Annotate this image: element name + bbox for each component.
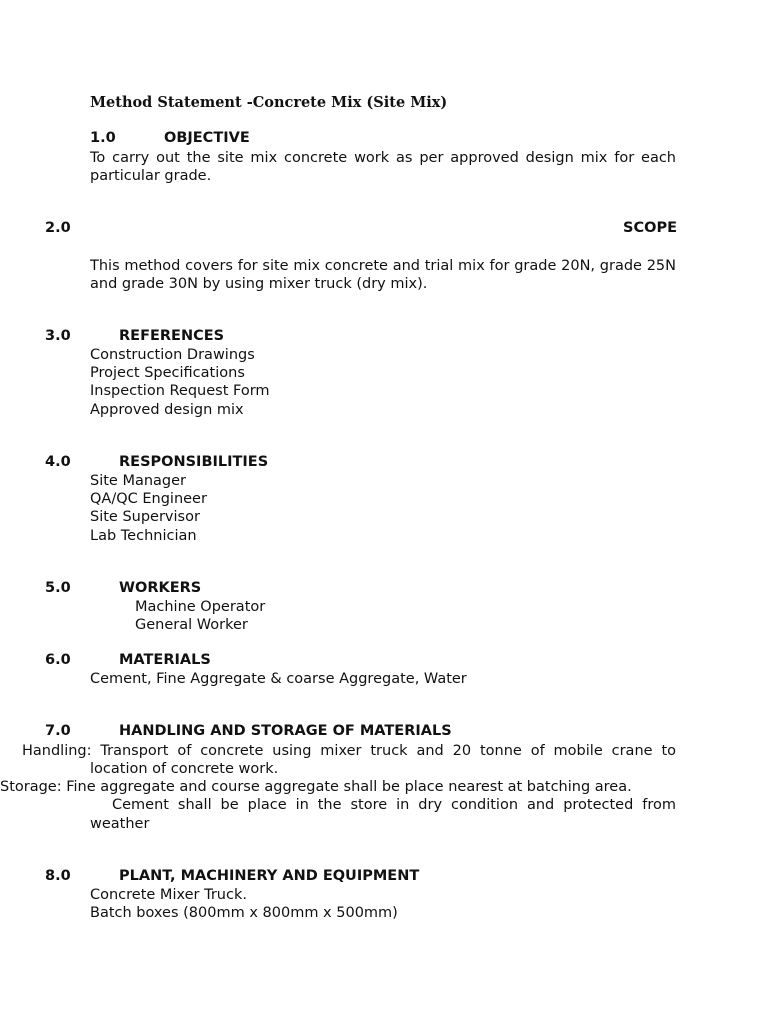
section-number-1: 1.0 — [90, 130, 116, 146]
document-title: Method Statement -Concrete Mix (Site Mix) — [90, 94, 448, 111]
storage-text-line-2: Cement shall be place in the store in dry condition and protected from — [112, 797, 676, 813]
responsibilities-list — [90, 472, 207, 545]
list-item: Machine Operator — [135, 599, 266, 615]
storage-text-line-1: Storage: Fine aggregate and course aggregate shall be place nearest at batching area. — [0, 779, 632, 795]
list-item: Project Specifications — [90, 365, 245, 382]
list-item: Site Manager — [90, 473, 187, 489]
section-heading-plant-machinery: PLANT, MACHINERY AND EQUIPMENT — [119, 868, 420, 884]
section-heading-handling-storage: HANDLING AND STORAGE OF MATERIALS — [119, 723, 452, 739]
section-heading-materials: MATERIALS — [119, 652, 211, 668]
list-item: QA/QC Engineer — [90, 491, 207, 508]
section-heading-workers: WORKERS — [119, 580, 202, 596]
section-body-materials: Cement, Fine Aggregate & coarse Aggregate, Water — [90, 671, 467, 687]
section-number-5: 5.0 — [45, 580, 71, 596]
storage-text-line-3: weather — [90, 816, 150, 832]
section-number-6: 6.0 — [45, 652, 71, 668]
section-number-8: 8.0 — [45, 868, 71, 884]
section-heading-scope: SCOPE — [623, 220, 677, 236]
handling-text-line-2: location of concrete work. — [90, 761, 279, 777]
section-number-4: 4.0 — [45, 454, 71, 470]
equipment-list — [90, 886, 398, 922]
list-item: Construction Drawings — [90, 347, 255, 363]
list-item: Concrete Mixer Truck. — [90, 887, 247, 903]
section-heading-references: REFERENCES — [119, 328, 225, 344]
list-item: Inspection Request Form — [90, 383, 270, 400]
list-item: Site Supervisor — [90, 509, 200, 526]
list-item: General Worker — [135, 617, 248, 634]
section-body-objective: To carry out the site mix concrete work as per approved design mix for each particular grade. — [90, 150, 676, 184]
section-number-2: 2.0 — [45, 220, 71, 236]
section-heading-objective: OBJECTIVE — [164, 130, 250, 146]
section-heading-responsibilities: RESPONSIBILITIES — [119, 454, 269, 470]
section-number-3: 3.0 — [45, 328, 71, 344]
references-list — [90, 346, 270, 419]
handling-text-line-1: Handling: Transport of concrete using mixer truck and 20 tonne of mobile crane to — [22, 743, 676, 759]
workers-list — [135, 598, 265, 634]
list-item: Batch boxes (800mm x 800mm x 500mm) — [90, 905, 398, 922]
list-item: Approved design mix — [90, 401, 244, 418]
section-body-scope: This method covers for site mix concrete and trial mix for grade 20N, grade 25N and grade 30N by using mixer truck (dry mix). — [90, 258, 676, 292]
list-item: Lab Technician — [90, 527, 197, 544]
section-number-7: 7.0 — [45, 723, 71, 739]
